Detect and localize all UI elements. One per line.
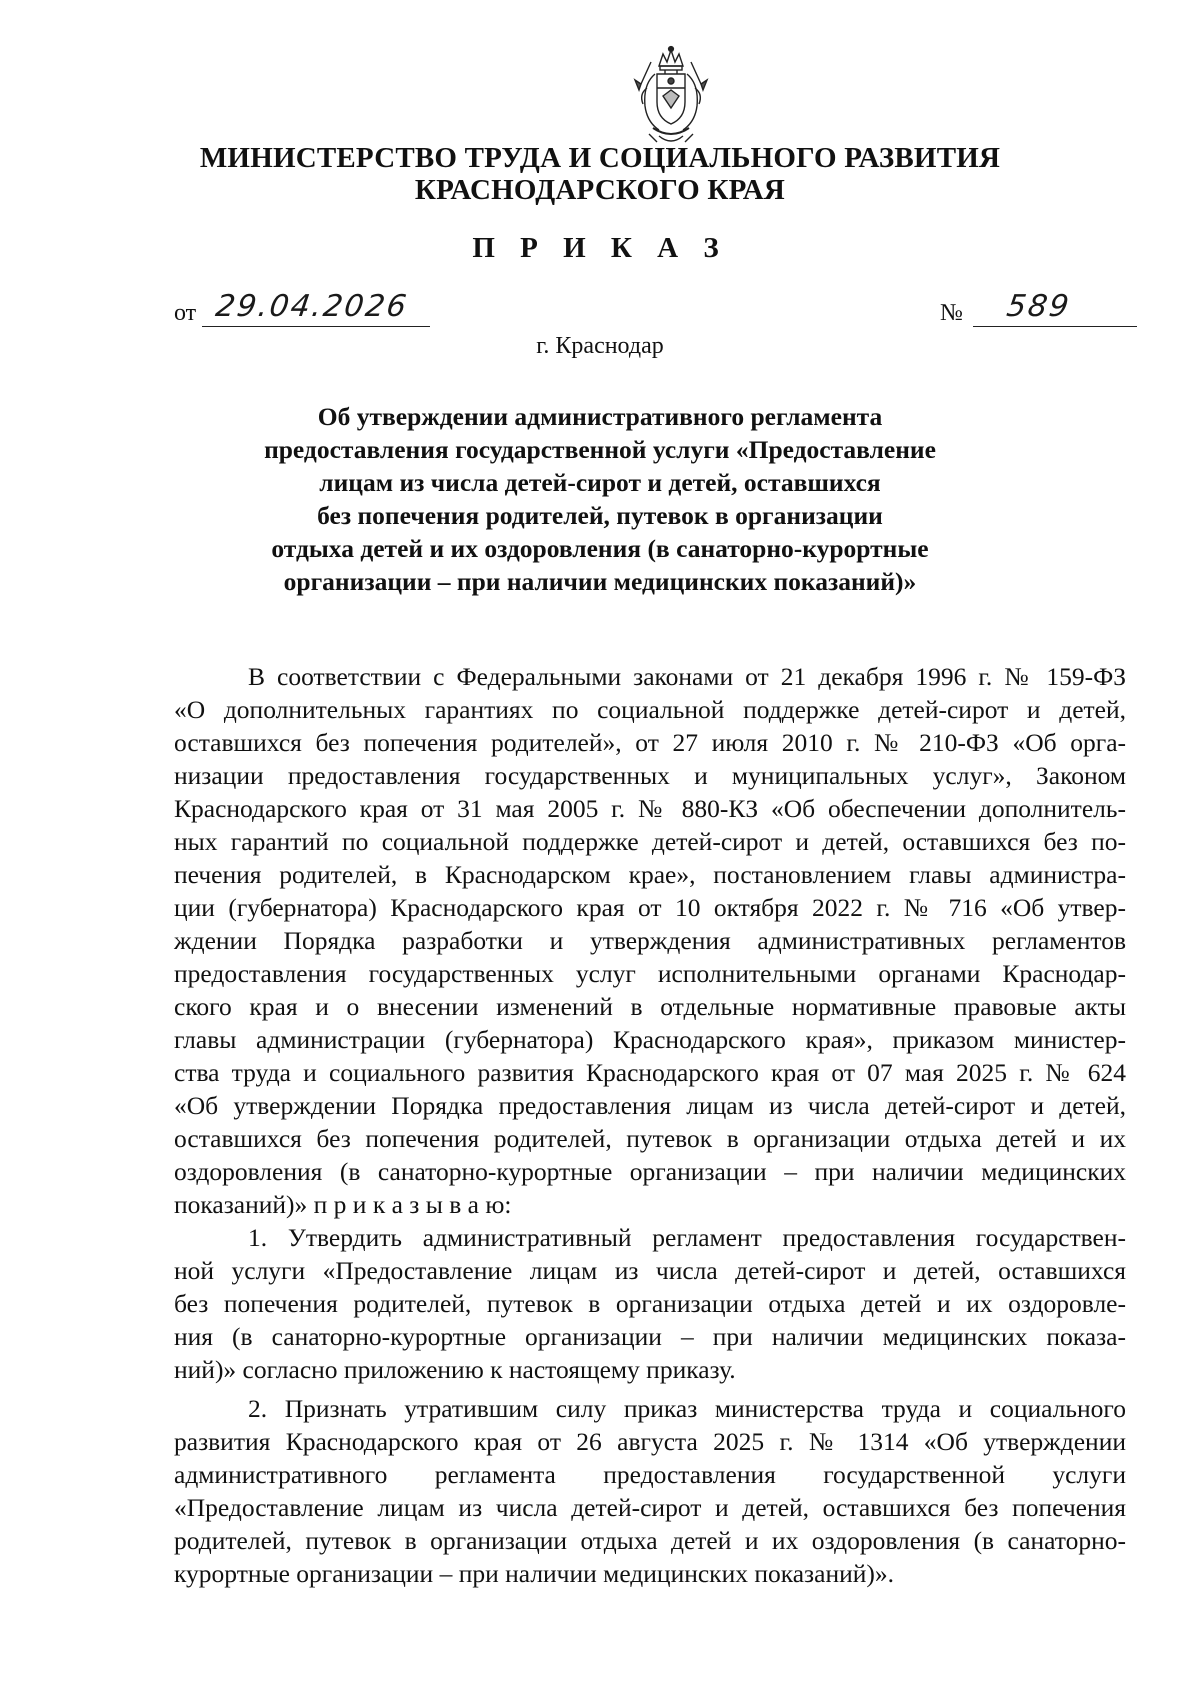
item-2-line: родителей, путевок в организации отдыха детей и их оздоровления (в санаторно- [174, 1526, 1126, 1555]
subject-line: предоставления государственной услуги «Предоставление [264, 435, 936, 464]
item-2-line: курортные организации – при наличии медицинских показаний)». [174, 1559, 895, 1588]
subject-line: без попечения родителей, путевок в организации [317, 501, 883, 530]
preamble-line: ции (губернатора) Краснодарского края от 10 октября 2022 г. № 716 «Об утвер- [174, 893, 1126, 922]
order-body [174, 660, 1126, 1590]
number-prefix: № [940, 300, 963, 326]
item-2-line: развития Краснодарского края от 26 августа 2025 г. № 1314 «Об утверждении [174, 1427, 1126, 1456]
item-1-line: ной услуги «Предоставление лицам из числа детей-сирот и детей, оставшихся [174, 1256, 1126, 1285]
city: г. Краснодар [536, 333, 664, 359]
preamble-line: главы администрации (губернатора) Краснодарского края», приказом министер- [174, 1025, 1126, 1054]
preamble-line: В соответствии с Федеральными законами от 21 декабря 1996 г. № 159-ФЗ [248, 662, 1126, 691]
item-1-line: 1. Утвердить административный регламент предоставления государствен- [248, 1223, 1126, 1252]
ministry-name [0, 142, 1200, 206]
preamble-line: ства труда и социального развития Краснодарского края от 07 мая 2025 г. № 624 [174, 1058, 1126, 1087]
order-subject [0, 400, 1200, 598]
preamble-line: ждении Порядка разработки и утверждения административных регламентов [174, 926, 1126, 955]
preamble-line: «О дополнительных гарантиях по социальной поддержке детей-сирот и детей, [174, 695, 1126, 724]
preamble-line: печения родителей, в Краснодарском крае», постановлением главы администра- [174, 860, 1126, 889]
date-underline [202, 289, 430, 327]
order-date-field [174, 289, 430, 327]
date-prefix: от [174, 300, 197, 326]
preamble-line: «Об утверждении Порядка предоставления лицам из числа детей-сирот и детей, [174, 1091, 1126, 1120]
item-1-line: без попечения родителей, путевок в организации отдыха детей и их оздоровле- [174, 1289, 1126, 1318]
preamble-line: ных гарантий по социальной поддержке детей-сирот и детей, оставшихся без по- [174, 827, 1126, 856]
number-underline [973, 289, 1137, 327]
item-1-line: ния (в санаторно-курортные организации – при наличии медицинских показа- [174, 1322, 1126, 1351]
item-2-line: 2. Признать утратившим силу приказ министерства труда и социального [248, 1394, 1126, 1423]
preamble-line: низации предоставления государственных и муниципальных услуг», Законом [174, 761, 1126, 790]
subject-line: отдыха детей и их оздоровления (в санаторно-курортные [271, 534, 929, 563]
order-number-field [940, 289, 1137, 327]
subject-line: Об утверждении административного регламента [317, 402, 883, 431]
preamble-line: Краснодарского края от 31 мая 2005 г. № 880-КЗ «Об обеспечении дополнитель- [174, 794, 1126, 823]
item-2-line: «Предоставление лицам из числа детей-сирот и детей, оставшихся без попечения [174, 1493, 1126, 1522]
preamble-line: предоставления государственных услуг исполнительными органами Краснодар- [174, 959, 1126, 988]
preamble-line: оставшихся без попечения родителей, путевок в организации отдыха детей и их [174, 1124, 1126, 1153]
preamble-line: показаний)» п р и к а з ы в а ю: [174, 1190, 512, 1219]
subject-line: лицам из числа детей-сирот и детей, оставшихся [319, 468, 881, 497]
handwritten-date: 29.04.2026 [213, 289, 411, 324]
item-2-line: административного регламента предоставления государственной услуги [174, 1460, 1126, 1489]
order-title: П Р И К А З [472, 232, 728, 264]
item-1-line: ний)» согласно приложению к настоящему приказу. [174, 1355, 736, 1384]
preamble-line: оставшихся без попечения родителей», от 27 июля 2010 г. № 210-ФЗ «Об орга- [174, 728, 1126, 757]
ministry-name-line-2: КРАСНОДАРСКОГО КРАЯ [414, 174, 786, 206]
ministry-name-line-1: МИНИСТЕРСТВО ТРУДА И СОЦИАЛЬНОГО РАЗВИТИЯ [199, 142, 1001, 174]
subject-line: организации – при наличии медицинских показаний)» [283, 567, 917, 596]
preamble-line: ского края и о внесении изменений в отдельные нормативные правовые акты [174, 992, 1126, 1021]
preamble-line: оздоровления (в санаторно-курортные организации – при наличии медицинских [174, 1157, 1126, 1186]
krasnodar-coat-of-arms-icon [629, 44, 713, 148]
handwritten-number: 589 [1004, 289, 1073, 324]
